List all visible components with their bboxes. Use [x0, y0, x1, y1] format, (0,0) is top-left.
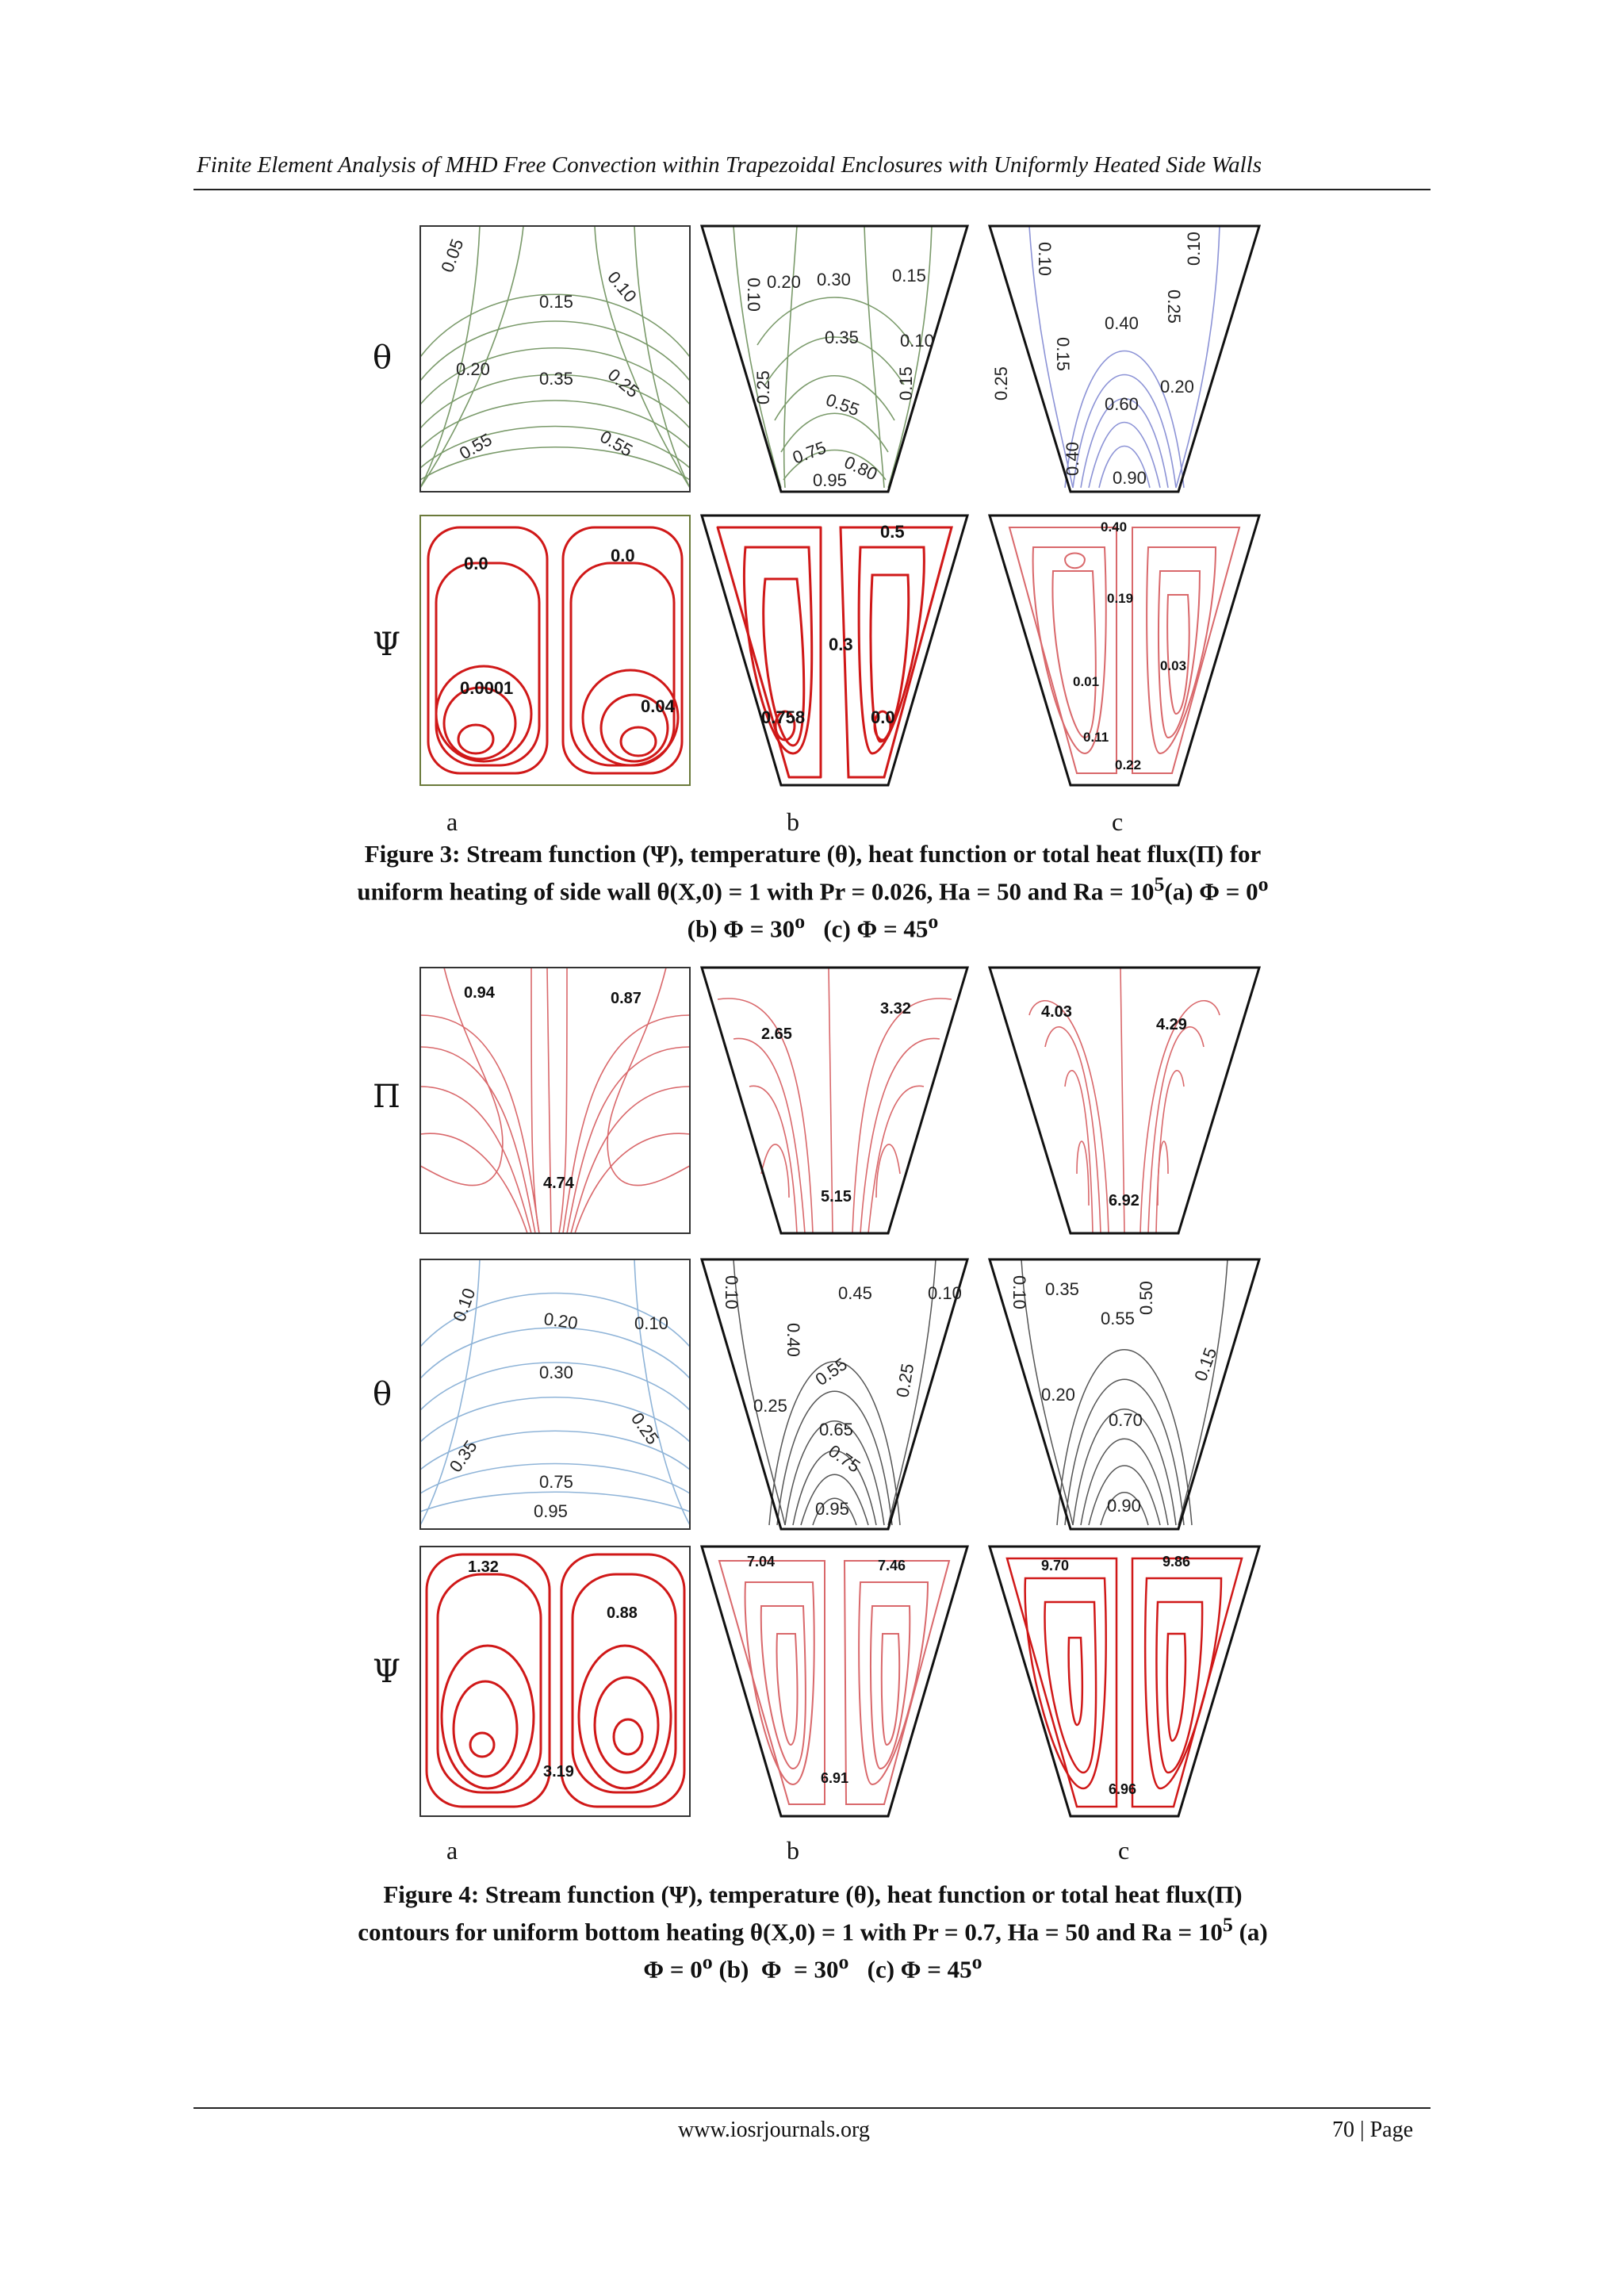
fig3-col-label-c: c — [1112, 807, 1124, 836]
fig3-theta-b-label: 0.25 — [991, 366, 1011, 401]
fig3-theta-c-label: 0.10 — [1035, 242, 1055, 276]
fig4-theta-a-label: 0.10 — [634, 1313, 668, 1333]
fig4-pi-c-label: 4.29 — [1156, 1016, 1187, 1033]
fig3-psi-c-label: 0.03 — [1160, 658, 1187, 673]
fig4-caption-line: $\Phi = 0^o$ (b) $\Phi = 30^o$ (c) $\Phi = 45^o$ — [643, 1950, 982, 1984]
fig3-theta-a-label: 0.35 — [539, 369, 573, 389]
fig4-theta-b-label: 0.10 — [928, 1283, 962, 1303]
fig4-theta-a-label: 0.75 — [539, 1472, 573, 1492]
fig3-psi-c-label: 0.01 — [1073, 674, 1100, 689]
fig4-pi-a-label: 4.74 — [543, 1175, 574, 1192]
fig4-psi-b-label: 7.46 — [878, 1558, 906, 1573]
fig4-theta-c-label: 0.15 — [1190, 1344, 1221, 1384]
fig3-psi-a-label: 0.0 — [464, 554, 488, 573]
fig4-theta-b-label: 0.40 — [783, 1323, 803, 1357]
fig4-col-label-b: b — [787, 1836, 799, 1865]
fig4-col-label-a: a — [446, 1836, 458, 1865]
fig3-theta-c-label: 0.40 — [1063, 442, 1082, 476]
fig3-theta-c-label: 0.10 — [1184, 232, 1204, 266]
fig4-psi-c-label: 6.96 — [1109, 1781, 1137, 1797]
fig4-theta-panel-b — [702, 1259, 967, 1529]
fig3-theta-c-label: 0.40 — [1105, 313, 1139, 333]
fig3-psi-panel-c — [990, 516, 1259, 785]
fig4-theta-a-label: 0.95 — [534, 1501, 568, 1521]
fig4-psi-c-label: 9.86 — [1162, 1554, 1191, 1570]
fig3-theta-b-label: 0.15 — [896, 366, 916, 401]
fig4-theta-b-label: 0.45 — [838, 1283, 872, 1303]
fig3-psi-c-label: 0.40 — [1101, 519, 1128, 535]
header-rule — [193, 189, 1431, 190]
fig4-theta-c-label: 0.50 — [1136, 1281, 1156, 1315]
fig3-row-label-psi: Ψ — [373, 627, 401, 663]
fig4-theta-c-label: 0.20 — [1041, 1385, 1075, 1405]
fig4-row-label-psi: Ψ — [373, 1654, 401, 1690]
fig4-col-label-c: c — [1118, 1836, 1130, 1865]
fig3-theta-a-label: 0.25 — [603, 364, 643, 402]
fig4-pi-panel-a — [420, 968, 690, 1233]
fig3-psi-a-label: 0.0001 — [460, 678, 514, 698]
fig3-psi-b-label: 0.3 — [829, 634, 853, 654]
fig4-pi-panel-c — [990, 968, 1259, 1233]
fig3-psi-c-label: 0.19 — [1107, 591, 1134, 606]
fig4-psi-panel-c — [990, 1547, 1259, 1816]
fig3-col-label-a: a — [446, 807, 458, 836]
fig4-theta-b-label: 0.95 — [815, 1499, 849, 1519]
footer-url: www.iosrjournals.org — [678, 2118, 870, 2142]
fig3-caption-line: uniform heating of side wall θ(X,0) = 1 with Pr = 0.026, Ha = 50 and $Ra = 10^5(a) \Phi = 0^o$ — [357, 872, 1269, 906]
fig3-theta-c-label: 0.20 — [1160, 377, 1194, 397]
fig4-theta-a-label: 0.30 — [539, 1363, 573, 1382]
fig3-theta-c-label: 0.90 — [1113, 468, 1147, 488]
fig3-theta-b-label: 0.25 — [753, 370, 773, 404]
fig3-theta-a-label: 0.10 — [603, 267, 641, 307]
fig4-theta-panel-a — [420, 1259, 690, 1529]
fig3-theta-b-label: 0.80 — [841, 451, 881, 485]
fig3-psi-b-label: 0.0 — [871, 707, 895, 727]
fig3-theta-c-label: 0.60 — [1105, 394, 1139, 414]
fig4-theta-c-label: 0.90 — [1107, 1496, 1141, 1516]
fig3-caption-line: (b) $\Phi = 30^o$ (c) $\Phi = 45^o$ — [687, 910, 939, 943]
fig3-theta-panel-c — [990, 226, 1259, 492]
fig4-theta-a-label: 0.20 — [542, 1309, 580, 1333]
fig4-pi-b-label: 2.65 — [761, 1025, 792, 1043]
fig4-theta-b-label: 0.65 — [819, 1420, 853, 1439]
fig4-theta-b-label: 0.10 — [722, 1275, 741, 1309]
fig3-theta-c-label: 0.15 — [1053, 337, 1073, 371]
fig3-psi-c-label: 0.22 — [1115, 757, 1142, 772]
fig3-theta-a-label: 0.15 — [539, 292, 573, 312]
fig4-psi-c-label: 9.70 — [1041, 1558, 1070, 1573]
fig4-psi-a-label: 0.88 — [607, 1604, 638, 1622]
fig3-psi-c-label: 0.11 — [1083, 730, 1109, 745]
fig3-row-label-theta: θ — [373, 339, 393, 376]
fig4-psi-a-label: 3.19 — [543, 1763, 574, 1780]
fig4-pi-b-label: 3.32 — [880, 1000, 911, 1018]
fig3-psi-b-label: 0.5 — [880, 522, 905, 542]
fig3-theta-a-label: 0.20 — [456, 359, 490, 379]
fig3-theta-panel-a — [420, 226, 690, 492]
fig4-theta-a-label: 0.10 — [449, 1285, 480, 1324]
fig4-theta-panel-c — [990, 1259, 1259, 1529]
running-header: Finite Element Analysis of MHD Free Convection within Trapezoidal Enclosures with Uniformly Heated Side Walls — [197, 152, 1262, 178]
fig3-theta-b-label: 0.15 — [892, 266, 926, 286]
fig3-theta-a-label: 0.55 — [456, 429, 496, 464]
fig4-pi-b-label: 5.15 — [821, 1188, 852, 1205]
fig3-psi-panel-b — [702, 516, 967, 785]
fig4-caption-line: contours for uniform bottom heating θ(X,0) = 1 with Pr = 0.7, Ha = 50 and $Ra = 10^5$ (a) — [358, 1913, 1268, 1946]
fig3-theta-a-label: 0.55 — [596, 426, 637, 461]
fig3-psi-b-label: 0.758 — [761, 707, 806, 727]
footer-page-number: 70 | Page — [1332, 2118, 1414, 2142]
fig4-theta-b-label: 0.75 — [825, 1440, 864, 1477]
fig4-pi-a-label: 0.87 — [611, 990, 642, 1007]
fig4-theta-c-label: 0.55 — [1101, 1309, 1135, 1328]
fig4-theta-a-label: 0.25 — [626, 1409, 663, 1448]
fig4-theta-c-label: 0.70 — [1109, 1410, 1143, 1430]
fig4-psi-a-label: 1.32 — [468, 1558, 499, 1576]
fig4-theta-b-label: 0.25 — [892, 1362, 918, 1399]
fig3-psi-a-label: 0.04 — [641, 696, 675, 716]
fig3-theta-b-label: 0.10 — [744, 278, 764, 312]
fig4-theta-c-label: 0.10 — [1009, 1275, 1029, 1309]
fig4-row-label-pi: Π — [373, 1079, 400, 1115]
footer-rule — [193, 2107, 1431, 2109]
fig4-caption — [238, 1880, 1388, 1985]
fig4-caption-line: Figure 4: Stream function (Ψ), temperature (θ), heat function or total heat flux(Π) — [383, 1880, 1243, 1908]
fig4-row-label-theta: θ — [373, 1376, 393, 1412]
fig3-theta-panel-b — [702, 226, 1011, 492]
fig4-pi-c-label: 6.92 — [1109, 1192, 1139, 1209]
fig4-theta-b-label: 0.55 — [811, 1354, 851, 1390]
fig3-theta-c-label: 0.25 — [1164, 289, 1184, 324]
fig3-psi-a-label: 0.0 — [611, 546, 635, 565]
fig4-pi-c-label: 4.03 — [1041, 1003, 1072, 1021]
fig3-psi-panel-a — [420, 516, 690, 785]
fig4-theta-c-label: 0.35 — [1045, 1279, 1079, 1299]
fig3-caption — [238, 839, 1388, 945]
fig4-psi-panel-a — [420, 1547, 690, 1816]
fig3-theta-b-label: 0.75 — [790, 437, 829, 468]
fig3-theta-b-label: 0.10 — [900, 331, 934, 351]
fig4-theta-b-label: 0.25 — [753, 1396, 787, 1416]
fig3-caption-line: Figure 3: Stream function (Ψ), temperature (θ), heat function or total heat flux(Π) for — [364, 840, 1262, 868]
fig3-theta-b-label: 0.20 — [767, 272, 801, 292]
fig4-psi-b-label: 6.91 — [821, 1770, 849, 1786]
fig3-theta-b-label: 0.30 — [817, 270, 851, 289]
fig4-pi-a-label: 0.94 — [464, 984, 495, 1002]
fig3-theta-b-label: 0.95 — [813, 470, 847, 490]
fig3-theta-b-label: 0.55 — [823, 389, 863, 420]
fig4-psi-b-label: 7.04 — [747, 1554, 776, 1570]
fig4-pi-panel-b — [702, 968, 967, 1233]
fig3-theta-b-label: 0.35 — [825, 328, 859, 347]
fig4-psi-panel-b — [702, 1547, 967, 1816]
fig3-col-label-b: b — [787, 807, 799, 836]
fig3-theta-a-label: 0.05 — [437, 236, 468, 275]
fig4-theta-a-label: 0.35 — [445, 1436, 481, 1476]
